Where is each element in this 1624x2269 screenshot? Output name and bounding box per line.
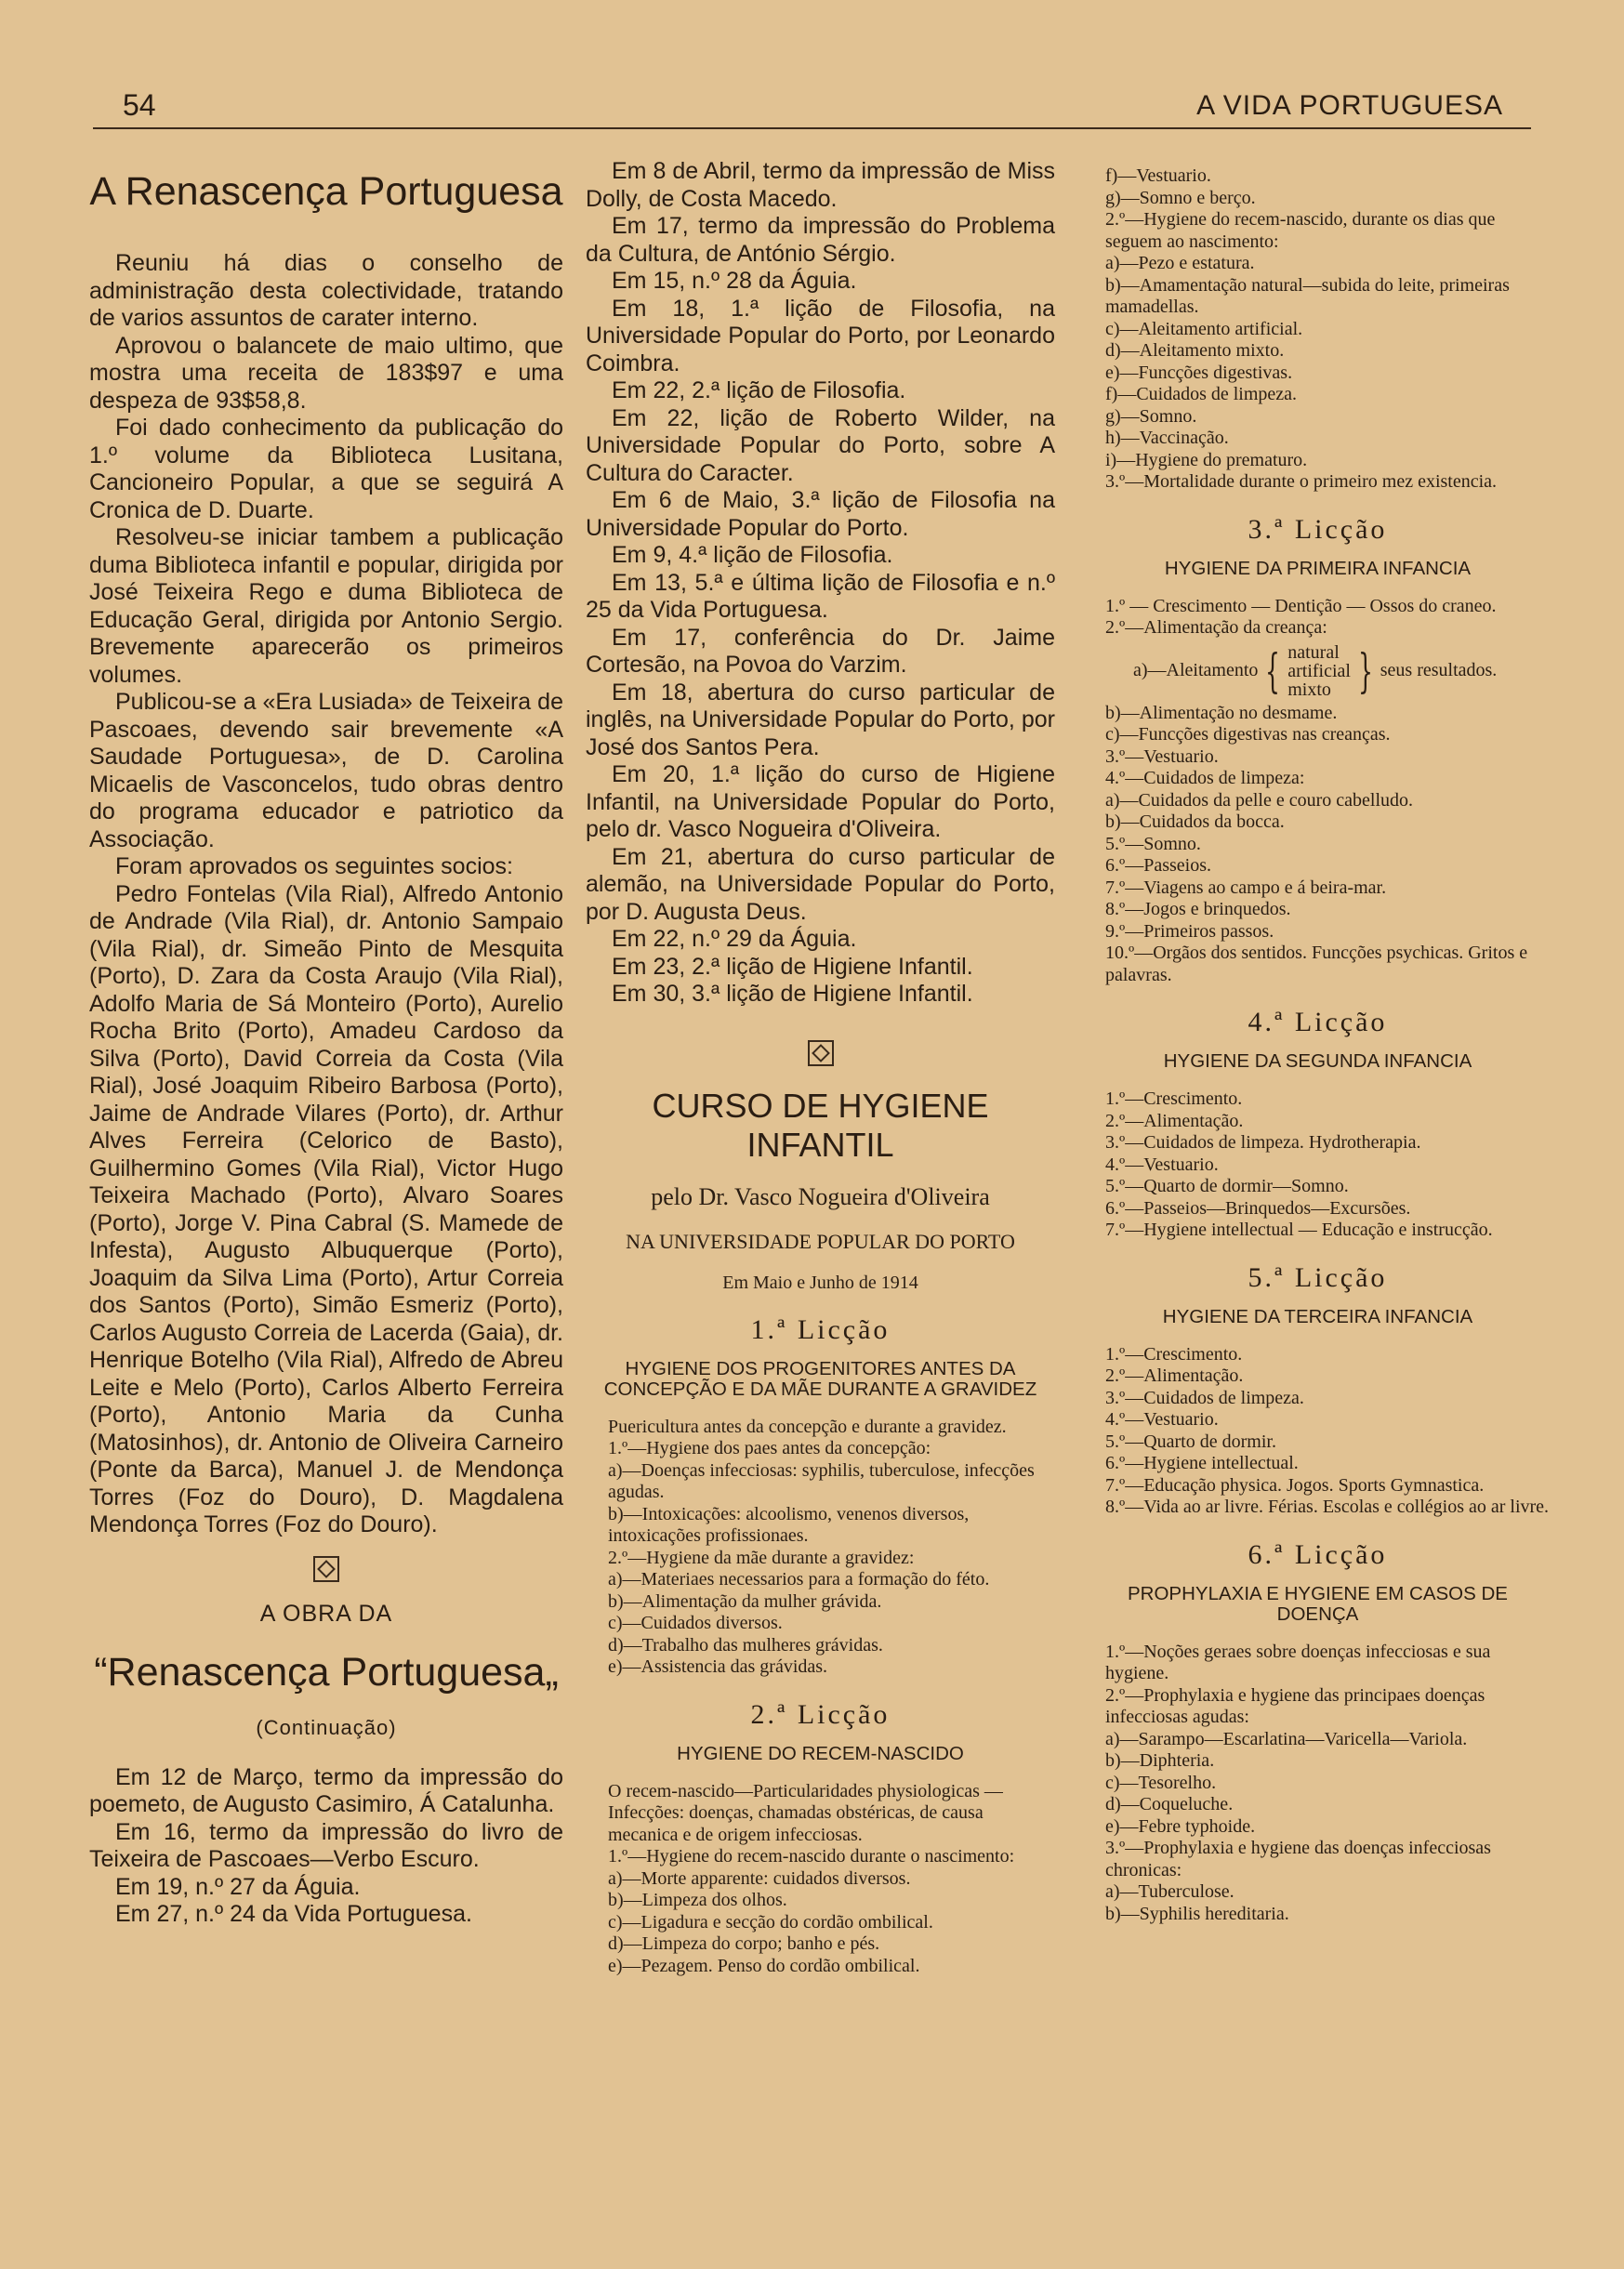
- outline-item: b)—Intoxicações: alcoolismo, venenos diversos, intoxicações profissionaes.: [608, 1503, 970, 1546]
- paragraph: Em 17, conferência do Dr. Jaime Cortesão, na Povoa do Varzim.: [586, 624, 1055, 678]
- outline-item: e)—Assistencia das grávidas.: [608, 1656, 828, 1677]
- outline-item: 7.º—Hygiene intellectual — Educação e instrucção.: [1105, 1220, 1493, 1240]
- paragraph: Em 17, termo da impressão do Problema da Cultura, de António Sérgio.: [586, 213, 1055, 267]
- outline-item: 6.º—Passeios.: [1105, 855, 1211, 876]
- column-2: [586, 158, 1055, 1977]
- paragraph: Foram aprovados os seguintes socios:: [115, 853, 513, 879]
- outline-item: a)—Cuidados da pelle e couro cabelludo.: [1105, 789, 1413, 811]
- paragraph: Em 22, lição de Roberto Wilder, na Universidade Popular do Porto, sobre A Cultura do Caracter.: [586, 404, 1055, 486]
- paragraph: Foi dado conhecimento da publicação do 1.º volume da Biblioteca Lusitana, Cancioneiro Popular, a que se seguirá A Cronica de D. Duarte.: [89, 415, 563, 523]
- outline-item: 2.º—Prophylaxia e hygiene das principaes doenças infecciosas agudas:: [1105, 1684, 1485, 1727]
- outline-item: i)—Hygiene do prematuro.: [1105, 449, 1308, 470]
- ornament-icon: [808, 1040, 834, 1066]
- outline-item: 9.º—Primeiros passos.: [1105, 920, 1274, 942]
- outline-item: 4.º—Vestuario.: [1105, 1409, 1219, 1430]
- paragraph: Em 19, n.º 27 da Águia.: [115, 1873, 361, 1900]
- paragraph: Em 27, n.º 24 da Vida Portuguesa.: [115, 1901, 472, 1927]
- curso-author: pelo Dr. Vasco Nogueira d'Oliveira: [651, 1182, 990, 1210]
- outline-item: c)—Ligadura e secção do cordão ombilical.: [608, 1911, 933, 1933]
- outline-item: b)—Syphilis hereditaria.: [1105, 1903, 1289, 1924]
- outline-item: 2.º—Hygiene do recem-nascido, durante os dias que seguem ao nascimento:: [1105, 209, 1496, 252]
- outline-item: 4.º—Vestuario.: [1105, 1154, 1219, 1175]
- outline-item: a)—Materiaes necessarios para a formação do féto.: [608, 1569, 990, 1590]
- licao-6-title: 6.ª Licção: [1248, 1538, 1388, 1570]
- outline-item: 5.º—Quarto de dormir—Somno.: [1105, 1176, 1349, 1196]
- outline-item: 1.º—Hygiene do recem-nascido durante o nascimento:: [608, 1846, 1015, 1867]
- paragraph: Em 8 de Abril, termo da impressão de Miss Dolly, de Costa Macedo.: [586, 158, 1055, 212]
- left-brace-icon: {: [1265, 643, 1281, 698]
- paragraph: Em 6 de Maio, 3.ª lição de Filosofia na Universidade Popular do Porto.: [586, 487, 1055, 541]
- outline-item: O recem-nascido—Particularidades physiologicas — Infecções: doenças, chamadas obstéricas, de causa mecanica e de origem infecciosas.: [608, 1780, 1003, 1845]
- outline-item: b)—Amamentação natural—subida do leite, primeiras mamadellas.: [1105, 274, 1510, 317]
- paragraph: Em 18, 1.ª lição de Filosofia, na Universidade Popular do Porto, por Leonardo Coimbra.: [586, 295, 1055, 376]
- aleitamento-options: [1287, 643, 1351, 699]
- outline-item: 1.º—Hygiene dos paes antes da concepção:: [608, 1438, 931, 1458]
- paragraph: Em 15, n.º 28 da Águia.: [612, 268, 857, 294]
- outline-item: 3.º—Cuidados de limpeza. Hydrotherapia.: [1105, 1132, 1421, 1153]
- outline-item: f)—Vestuario.: [1105, 165, 1211, 186]
- licao-3-title: 3.ª Licção: [1248, 513, 1388, 545]
- obra-subtitle: (Continuação): [256, 1715, 397, 1739]
- outline-item: a)—Morte apparente: cuidados diversos.: [608, 1867, 911, 1889]
- outline-item: 8.º—Vida ao ar livre. Férias. Escolas e collégios ao ar livre.: [1105, 1497, 1550, 1517]
- outline-item: 4.º—Cuidados de limpeza:: [1105, 768, 1305, 788]
- paragraph: Em 21, abertura do curso particular de alemão, na Universidade Popular do Porto, por D. Augusta Deus.: [586, 843, 1055, 925]
- licao-4-section: HYGIENE DA SEGUNDA INFANCIA: [1163, 1050, 1472, 1072]
- licao-3-section: HYGIENE DA PRIMEIRA INFANCIA: [1164, 557, 1472, 579]
- paragraph: Em 22, 2.ª lição de Filosofia.: [612, 377, 906, 403]
- aleitamento-lead: a)—Aleitamento: [1133, 659, 1259, 680]
- licao-1-title: 1.ª Licção: [750, 1313, 891, 1345]
- outline-item: b)—Cuidados da bocca.: [1105, 811, 1285, 832]
- paragraph: Em 20, 1.ª lição do curso de Higiene Infantil, na Universidade Popular do Porto, pelo dr. Vasco Nogueira d'Oliveira.: [586, 761, 1055, 842]
- paragraph: Em 18, abertura do curso particular de inglês, na Universidade Popular do Porto, por José dos Santos Pera.: [586, 679, 1055, 760]
- licao-2-continued: [1083, 165, 1552, 494]
- outline-item: 3.º—Vestuario.: [1105, 745, 1219, 767]
- outline-item: 3.º—Prophylaxia e hygiene das doenças infecciosas chronicas:: [1105, 1838, 1491, 1880]
- outline-item: 7.º—Viagens ao campo e á beira-mar.: [1105, 877, 1387, 898]
- curso-title: CURSO DE HYGIENE INFANTIL: [652, 1086, 989, 1164]
- outline-item: 8.º—Jogos e brinquedos.: [1105, 899, 1291, 919]
- paragraph: Em 12 de Março, termo da impressão do poemeto, de Augusto Casimiro, Á Catalunha.: [89, 1763, 563, 1817]
- outline-item: 2.º—Alimentação da creança:: [1105, 617, 1327, 638]
- outline-item: b)—Diphteria.: [1105, 1750, 1215, 1771]
- outline-item: 2.º—Alimentação.: [1105, 1110, 1244, 1131]
- outline-item: c)—Tesorelho.: [1105, 1772, 1217, 1793]
- outline-item: 2.º—Hygiene da mãe durante a gravidez:: [608, 1547, 915, 1568]
- aleitamento-tail: seus resultados.: [1380, 659, 1498, 680]
- paragraph: Aprovou o balancete de maio ultimo, que mostra uma receita de 183$97 e uma despeza de 93$58,8.: [89, 332, 563, 414]
- licao-2-title: 2.ª Licção: [750, 1698, 891, 1730]
- outline-item: d)—Aleitamento mixto.: [1105, 340, 1285, 361]
- outline-item: 1.º—Noções geraes sobre doenças infecciosas e sua hygiene.: [1105, 1641, 1491, 1683]
- licao-4-title: 4.ª Licção: [1248, 1007, 1388, 1037]
- outline-item: f)—Cuidados de limpeza.: [1105, 384, 1298, 404]
- outline-item: h)—Vaccinação.: [1105, 428, 1229, 448]
- option: mixto: [1287, 679, 1331, 700]
- outline-item: 10.º—Orgãos dos sentidos. Funcções psychicas. Gritos e palavras.: [1105, 943, 1528, 985]
- paragraph: Em 16, termo da impressão do livro de Teixeira de Pascoaes—Verbo Escuro.: [89, 1818, 563, 1872]
- column-3: [1083, 165, 1552, 1925]
- outline-item: Puericultura antes da concepção e durante a gravidez.: [608, 1416, 1007, 1437]
- paragraph: Resolveu-se iniciar tambem a publicação duma Biblioteca infantil e popular, dirigida por José Teixeira Rego e duma Biblioteca de Educação Geral, dirigida por Antonio Sergio. Brevemente aparecerão os primeiros volumes.: [89, 524, 563, 688]
- outline-item: d)—Trabalho das mulheres grávidas.: [608, 1634, 883, 1656]
- outline-item: c)—Cuidados diversos.: [608, 1613, 783, 1633]
- option: natural: [1287, 641, 1340, 663]
- licao-1-section: HYGIENE DOS PROGENITORES ANTES DA CONCEPÇÃO E DA MÃE DURANTE A GRAVIDEZ: [603, 1357, 1037, 1400]
- page-header: [93, 88, 1531, 129]
- licao-5-section: HYGIENE DA TERCEIRA INFANCIA: [1162, 1305, 1473, 1327]
- outline-item: d)—Limpeza do corpo; banho e pés.: [608, 1933, 880, 1954]
- outline-item: c)—Funcções digestivas nas creanças.: [1105, 724, 1391, 745]
- outline-item: 2.º—Alimentação.: [1105, 1365, 1244, 1386]
- outline-item: b)—Alimentação da mulher grávida.: [608, 1590, 882, 1612]
- page-number: 54: [123, 88, 156, 122]
- ornament-icon: [313, 1556, 339, 1582]
- curso-institution: NA UNIVERSIDADE POPULAR DO PORTO: [626, 1229, 1015, 1253]
- outline-item: 3.º—Mortalidade durante o primeiro mez existencia.: [1105, 471, 1498, 492]
- outline-item: e)—Pezagem. Penso do cordão ombilical.: [608, 1955, 920, 1976]
- article-body: [89, 250, 563, 1539]
- licao-2-section: HYGIENE DO RECEM-NASCIDO: [677, 1742, 964, 1764]
- outline-item: a)—Sarampo—Escarlatina—Varicella—Variola.: [1105, 1728, 1468, 1749]
- outline-item: 5.º—Quarto de dormir.: [1105, 1431, 1276, 1452]
- licao-3-list-continued: [1083, 703, 1552, 987]
- outline-item: 5.º—Somno.: [1105, 833, 1201, 854]
- outline-item: g)—Somno e berço.: [1105, 187, 1256, 208]
- right-brace-icon: }: [1357, 643, 1373, 698]
- outline-item: b)—Limpeza dos olhos.: [608, 1890, 787, 1910]
- paragraph: Em 30, 3.ª lição de Higiene Infantil.: [612, 981, 973, 1007]
- obra-kicker: A OBRA DA: [259, 1600, 393, 1627]
- outline-item: 6.º—Hygiene intellectual.: [1105, 1453, 1299, 1473]
- outline-item: e)—Funcções digestivas.: [1105, 362, 1293, 383]
- outline-item: 1.º — Crescimento — Dentição — Ossos do craneo.: [1105, 595, 1497, 616]
- outline-item: a)—Tuberculose.: [1105, 1881, 1235, 1902]
- outline-item: 3.º—Cuidados de limpeza.: [1105, 1387, 1304, 1408]
- licao-6-list: [1083, 1642, 1552, 1926]
- running-title: A VIDA PORTUGUESA: [1196, 90, 1503, 121]
- outline-item: 6.º—Passeios—Brinquedos—Excursões.: [1105, 1197, 1411, 1219]
- paragraph: Em 23, 2.ª lição de Higiene Infantil.: [612, 953, 973, 980]
- obra-continued: [586, 158, 1055, 1009]
- outline-item: e)—Febre typhoide.: [1105, 1815, 1256, 1837]
- outline-item: 7.º—Educação physica. Jogos. Sports Gymnastica.: [1105, 1474, 1485, 1496]
- obra-title: “Renascença Portuguesa„: [94, 1649, 559, 1695]
- paragraph: Publicou-se a «Era Lusiada» de Teixeira de Pascoaes, devendo sair brevemente «A Saudade Portuguesa», de D. Carolina Micaelis de Vasconcelos, tudo obras dentro do programa educador e patriotico da Associação.: [89, 689, 563, 852]
- licao-4-list: [1083, 1088, 1552, 1242]
- paragraph: Em 13, 5.ª e última lição de Filosofia e n.º 25 da Vida Portuguesa.: [586, 569, 1055, 623]
- aleitamento-table: [1133, 643, 1552, 699]
- outline-item: b)—Alimentação no desmame.: [1105, 702, 1338, 723]
- article-title: A Renascença Portuguesa: [89, 169, 563, 214]
- paragraph: Em 9, 4.ª lição de Filosofia.: [612, 542, 893, 568]
- outline-item: a)—Pezo e estatura.: [1105, 253, 1255, 273]
- obra-body: [89, 1764, 563, 1929]
- paragraph: Reuniu há dias o conselho de administração desta colectividade, tratando de varios assuntos de carater interno.: [89, 250, 563, 331]
- outline-item: a)—Doenças infecciosas: syphilis, tuberculose, infecções agudas.: [608, 1459, 1035, 1502]
- paragraph: Pedro Fontelas (Vila Rial), Alfredo Antonio de Andrade (Vila Rial), dr. Antonio Sampaio (Vila Rial), dr. Simeão Pinto de Mesquita (Porto), D. Zara da Costa Araujo (Vila Rial), Adolfo Maria de Sá Monteiro (Porto), Aurelio Rocha Brito (Porto), Amadeu Cardoso da Silva (Porto), David Correia da Costa (Vila Rial), José Joaquim Ribeiro Barbosa (Porto), Jaime de Andrade Vilares (Porto), dr. Arthur Alves Ferreira (Celorico de Basto), Guilhermino Gomes (Vila Rial), Victor Hugo Teixeira Machado (Porto), Alvaro Soares (Porto), Jorge V. Pina Cabral (S. Mamede de Infesta), Augusto Albuquerque (Porto), Joaquim da Silva Lima (Porto), Artur Correia dos Santos (Porto), Simão Esmeriz (Porto), Carlos Augusto Correia de Lacerda (Gaia), dr. Henrique Botelho (Vila Rial), Alfredo de Abreu Leite e Melo (Porto), Carlos Alberto Ferreira (Porto), Antonio Maria da Cunha (Matosinhos), dr. Antonio de Oliveira Carneiro (Ponte da Barca), Manuel J. de Mendonça Torres (Foz do Douro), D. Magdalena Mendonça Torres (Foz do Douro).: [89, 880, 563, 1537]
- outline-item: 1.º—Crescimento.: [1105, 1088, 1243, 1109]
- licao-2-list: [586, 1781, 1055, 1978]
- licao-1-list: [586, 1417, 1055, 1679]
- option: artificial: [1287, 660, 1351, 681]
- licao-5-list: [1083, 1344, 1552, 1519]
- licao-5-title: 5.ª Licção: [1248, 1261, 1388, 1293]
- licao-6-section: PROPHYLAXIA E HYGIENE EM CASOS DE DOENÇA: [1128, 1582, 1508, 1625]
- curso-date: Em Maio e Junho de 1914: [722, 1272, 918, 1293]
- paragraph: Em 22, n.º 29 da Águia.: [612, 926, 857, 952]
- outline-item: 1.º—Crescimento.: [1105, 1343, 1243, 1365]
- column-1: [89, 158, 563, 1929]
- licao-3-list: [1083, 596, 1552, 640]
- outline-item: d)—Coqueluche.: [1105, 1794, 1234, 1814]
- outline-item: g)—Somno.: [1105, 405, 1197, 427]
- outline-item: c)—Aleitamento artificial.: [1105, 318, 1303, 339]
